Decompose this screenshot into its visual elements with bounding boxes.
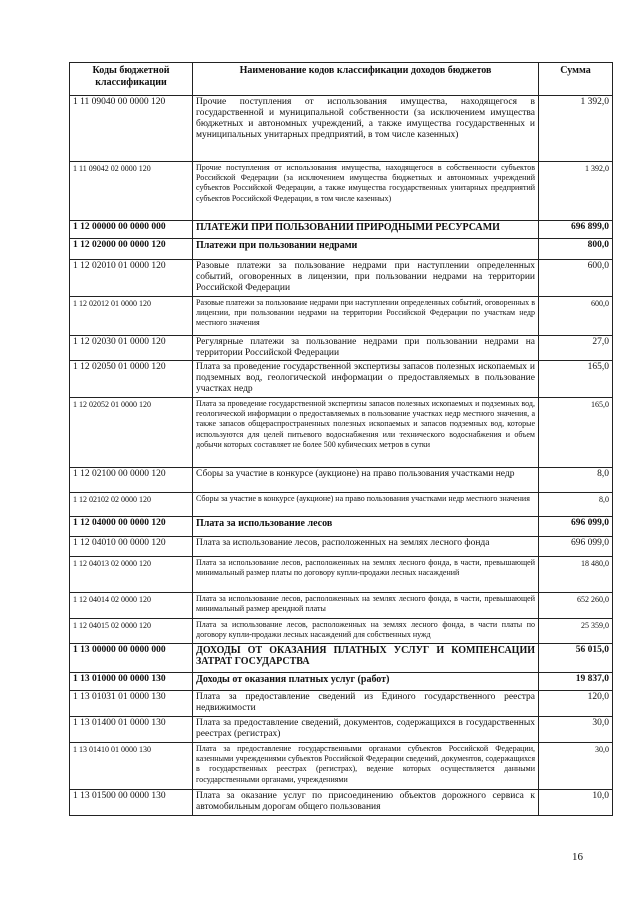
row-name: Плата за проведение государственной экспертизы запасов полезных ископаемых и подземных вод, геологической информации о предоставляемых в пользование участках недр местного значения, а также запасов общераспространенных полезных ископаемых и запасов подземных вод, которые используются для целей питьевого водоснабжения или технического водоснабжения и объем добычи которых составляет не более 500 кубических метров в сутки bbox=[193, 398, 539, 468]
header-sum: Сумма bbox=[539, 63, 613, 96]
row-amount: 600,0 bbox=[539, 260, 613, 297]
table-row bbox=[70, 691, 613, 717]
row-amount: 8,0 bbox=[539, 468, 613, 493]
page-number: 16 bbox=[572, 851, 583, 863]
row-name: Плата за использование лесов, расположенных на землях лесного фонда, в части платы по договору купли-продажи лесных насаждений для собственных нужд bbox=[193, 619, 539, 644]
row-name: Плата за предоставление государственными органами субъектов Российской Федерации, казенными учреждениями субъектов Российской Федерации сведений, документов, содержащихся в государственных реестрах (регистрах), ведение которых осуществляется данными государственными органами, учреждениями bbox=[193, 743, 539, 790]
row-amount: 652 260,0 bbox=[539, 593, 613, 619]
row-name: Прочие поступления от использования имущества, находящегося в государственной и муниципальной собственности (за исключением имущества бюджетных и автономных учреждений, а также имущества государственных и муниципальных унитарных предприятий, в том числе казенных) bbox=[193, 96, 539, 162]
row-code: 1 12 04014 02 0000 120 bbox=[70, 593, 193, 619]
table-row bbox=[70, 557, 613, 593]
row-code: 1 13 01410 01 0000 130 bbox=[70, 743, 193, 790]
row-name: Доходы от оказания платных услуг (работ) bbox=[193, 673, 539, 691]
row-name: Сборы за участие в конкурсе (аукционе) на право пользования участками недр bbox=[193, 468, 539, 493]
table-row bbox=[70, 743, 613, 790]
table-row bbox=[70, 593, 613, 619]
table-row bbox=[70, 644, 613, 673]
row-name: Плата за использование лесов bbox=[193, 517, 539, 537]
table-row bbox=[70, 398, 613, 468]
table-row bbox=[70, 673, 613, 691]
table-row bbox=[70, 468, 613, 493]
row-code: 1 12 04010 00 0000 120 bbox=[70, 537, 193, 557]
row-code: 1 12 02000 00 0000 120 bbox=[70, 239, 193, 260]
row-code: 1 12 02052 01 0000 120 bbox=[70, 398, 193, 468]
table-row bbox=[70, 336, 613, 361]
table-header-row bbox=[70, 63, 613, 96]
row-name: Плата за использование лесов, расположенных на землях лесного фонда bbox=[193, 537, 539, 557]
row-amount: 19 837,0 bbox=[539, 673, 613, 691]
header-codes: Коды бюджетной классификации bbox=[70, 63, 193, 96]
row-code: 1 12 02102 02 0000 120 bbox=[70, 493, 193, 517]
row-name: Плата за предоставление сведений, документов, содержащихся в государственных реестрах (регистрах) bbox=[193, 717, 539, 743]
row-code: 1 12 02012 01 0000 120 bbox=[70, 297, 193, 336]
row-name: Прочие поступления от использования имущества, находящегося в собственности субъектов Российской Федерации (за исключением имущества бюджетных и автономных учреждений субъектов Российской Федерации, а также имущества государственных унитарных предприятий субъектов Российской Федерации, в том числе казенных) bbox=[193, 162, 539, 221]
row-amount: 18 480,0 bbox=[539, 557, 613, 593]
table-row bbox=[70, 239, 613, 260]
row-amount: 56 015,0 bbox=[539, 644, 613, 673]
row-name: Плата за использование лесов, расположенных на землях лесного фонда, в части, превышающей минимальный размер платы по договору купли-продажи лесных насаждений bbox=[193, 557, 539, 593]
table-row bbox=[70, 260, 613, 297]
row-code: 1 13 01400 01 0000 130 bbox=[70, 717, 193, 743]
row-amount: 696 099,0 bbox=[539, 517, 613, 537]
row-amount: 30,0 bbox=[539, 743, 613, 790]
row-name: Плата за предоставление сведений из Единого государственного реестра недвижимости bbox=[193, 691, 539, 717]
row-amount: 1 392,0 bbox=[539, 96, 613, 162]
budget-revenue-table bbox=[69, 62, 613, 816]
row-name: Плата за использование лесов, расположенных на землях лесного фонда, в части, превышающей минимальный размер арендной платы bbox=[193, 593, 539, 619]
row-code: 1 12 02100 00 0000 120 bbox=[70, 468, 193, 493]
row-name: Плата за оказание услуг по присоединению объектов дорожного сервиса к автомобильным дорогам общего пользования bbox=[193, 790, 539, 816]
table-row bbox=[70, 537, 613, 557]
row-name: Разовые платежи за пользование недрами при наступлении определенных событий, оговоренных в лицензии, при пользовании недрами на территории Российской Федерации bbox=[193, 260, 539, 297]
row-code: 1 12 04000 00 0000 120 bbox=[70, 517, 193, 537]
table-row bbox=[70, 619, 613, 644]
row-code: 1 13 01500 00 0000 130 bbox=[70, 790, 193, 816]
row-code: 1 13 01031 01 0000 130 bbox=[70, 691, 193, 717]
row-code: 1 12 04013 02 0000 120 bbox=[70, 557, 193, 593]
row-code: 1 13 00000 00 0000 000 bbox=[70, 644, 193, 673]
row-code: 1 12 02010 01 0000 120 bbox=[70, 260, 193, 297]
row-amount: 10,0 bbox=[539, 790, 613, 816]
table-row bbox=[70, 790, 613, 816]
table-row bbox=[70, 493, 613, 517]
table-row bbox=[70, 717, 613, 743]
row-amount: 27,0 bbox=[539, 336, 613, 361]
row-amount: 120,0 bbox=[539, 691, 613, 717]
table-row bbox=[70, 162, 613, 221]
row-name: Регулярные платежи за пользование недрами при пользовании недрами на территории Российской Федерации bbox=[193, 336, 539, 361]
table-row bbox=[70, 361, 613, 398]
row-code: 1 12 02050 01 0000 120 bbox=[70, 361, 193, 398]
row-amount: 696 099,0 bbox=[539, 537, 613, 557]
table-row bbox=[70, 221, 613, 239]
row-name: Сборы за участие в конкурсе (аукционе) на право пользования участками недр местного значения bbox=[193, 493, 539, 517]
table-row bbox=[70, 297, 613, 336]
row-amount: 800,0 bbox=[539, 239, 613, 260]
row-amount: 600,0 bbox=[539, 297, 613, 336]
row-amount: 30,0 bbox=[539, 717, 613, 743]
table-row bbox=[70, 96, 613, 162]
row-code: 1 13 01000 00 0000 130 bbox=[70, 673, 193, 691]
row-code: 1 12 00000 00 0000 000 bbox=[70, 221, 193, 239]
row-amount: 25 359,0 bbox=[539, 619, 613, 644]
row-amount: 165,0 bbox=[539, 398, 613, 468]
row-name: ДОХОДЫ ОТ ОКАЗАНИЯ ПЛАТНЫХ УСЛУГ И КОМПЕНСАЦИИ ЗАТРАТ ГОСУДАРСТВА bbox=[193, 644, 539, 673]
row-amount: 1 392,0 bbox=[539, 162, 613, 221]
row-code: 1 11 09042 02 0000 120 bbox=[70, 162, 193, 221]
row-amount: 8,0 bbox=[539, 493, 613, 517]
row-amount: 165,0 bbox=[539, 361, 613, 398]
row-name: Разовые платежи за пользование недрами при наступлении определенных событий, оговоренных в лицензии, при пользовании недрами на территории Российской Федерации по участкам недр местного значения bbox=[193, 297, 539, 336]
table-row bbox=[70, 517, 613, 537]
row-code: 1 11 09040 00 0000 120 bbox=[70, 96, 193, 162]
row-code: 1 12 02030 01 0000 120 bbox=[70, 336, 193, 361]
header-name: Наименование кодов классификации доходов бюджетов bbox=[193, 63, 539, 96]
row-code: 1 12 04015 02 0000 120 bbox=[70, 619, 193, 644]
row-name: Плата за проведение государственной экспертизы запасов полезных ископаемых и подземных вод, геологической информации о предоставляемых в пользование участках недр bbox=[193, 361, 539, 398]
row-amount: 696 899,0 bbox=[539, 221, 613, 239]
row-name: Платежи при пользовании недрами bbox=[193, 239, 539, 260]
row-name: ПЛАТЕЖИ ПРИ ПОЛЬЗОВАНИИ ПРИРОДНЫМИ РЕСУРСАМИ bbox=[193, 221, 539, 239]
